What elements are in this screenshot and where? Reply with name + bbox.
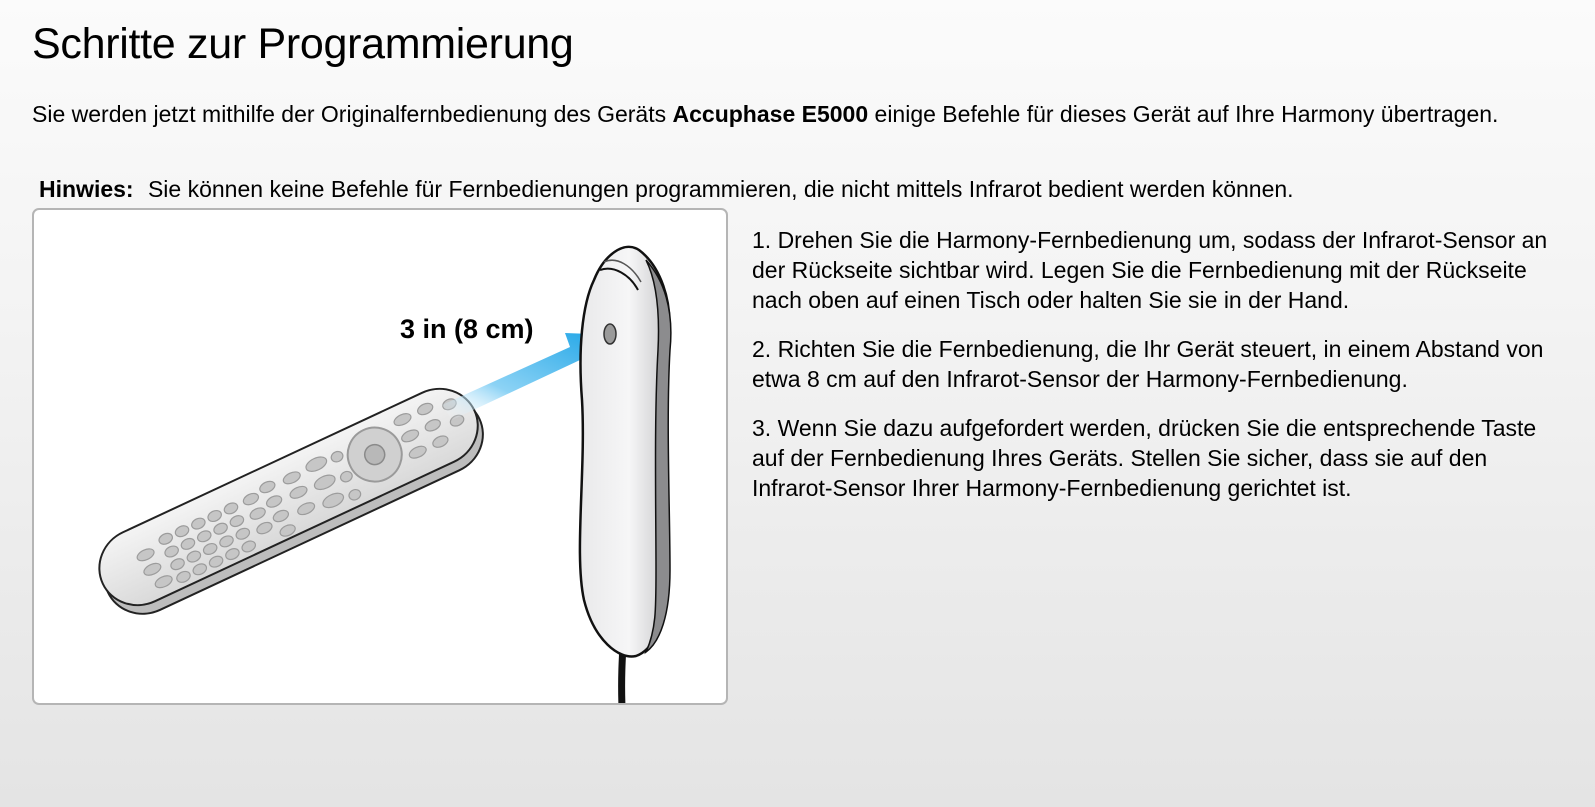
note-text: Sie können keine Befehle für Fernbedienungen programmieren, die nicht mittels Infrarot bedient werden können. (147, 176, 1294, 202)
intro-text-after: einige Befehle für dieses Gerät auf Ihre Harmony übertragen. (868, 101, 1499, 127)
instruction-steps (752, 225, 1552, 522)
programming-illustration (32, 208, 728, 705)
ir-sensor-icon (604, 324, 616, 344)
page-title: Schritte zur Programmierung (32, 20, 574, 68)
step-3: 3. Wenn Sie dazu aufgefordert werden, drücken Sie die entsprechende Taste auf der Fernbedienung Ihres Geräts. Stellen Sie sicher, dass sie auf den Infrarot-Sensor Ihrer Harmony-Fernbedienung gerichtet ist. (752, 415, 1537, 501)
note (39, 174, 1294, 204)
note-label: Hinwies: (39, 176, 134, 202)
intro-text-before: Sie werden jetzt mithilfe der Originalfernbedienung des Geräts (32, 101, 673, 127)
device-name: Accuphase E5000 (672, 101, 869, 127)
distance-label: 3 in (8 cm) (400, 314, 534, 344)
intro-text (32, 99, 1562, 129)
step-1: 1. Drehen Sie die Harmony-Fernbedienung um, sodass der Infrarot-Sensor an der Rückseite sichtbar wird. Legen Sie die Fernbedienung mit der Rückseite nach oben auf einen Tisch oder halten Sie sie in der Hand. (752, 227, 1548, 313)
device-remote-icon (87, 375, 496, 627)
harmony-remote-icon (580, 247, 671, 705)
remote-pointing-illustration (34, 210, 728, 705)
step-2: 2. Richten Sie die Fernbedienung, die Ihr Gerät steuert, in einem Abstand von etwa 8 cm auf den Infrarot-Sensor der Harmony-Fernbedienung. (752, 336, 1544, 392)
